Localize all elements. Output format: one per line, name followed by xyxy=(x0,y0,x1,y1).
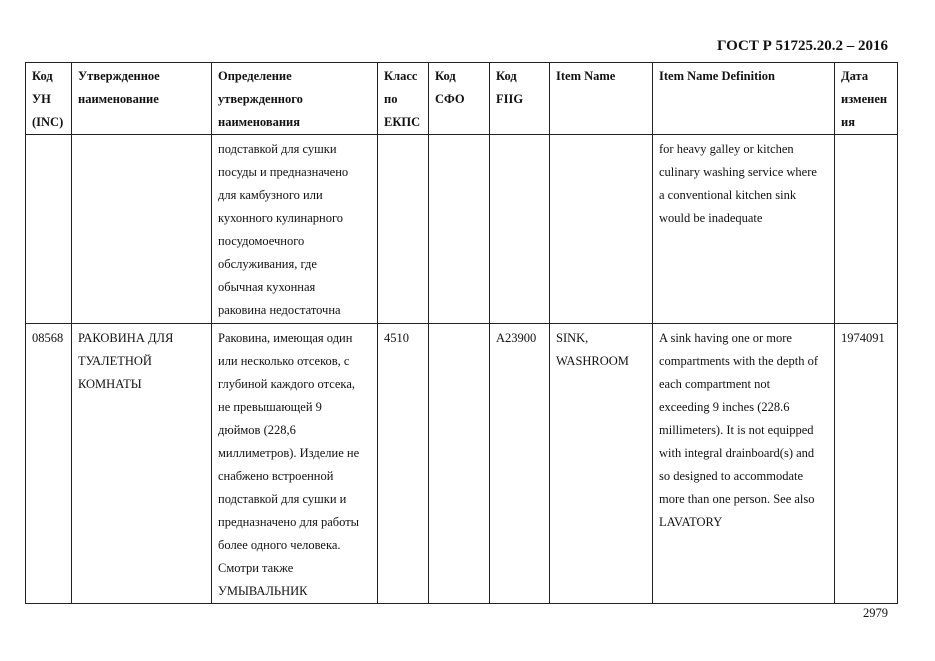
cell-text-line: more than one person. See also xyxy=(659,492,815,506)
cell-inc xyxy=(26,135,72,324)
col-inc-header xyxy=(26,63,72,135)
cell-text-line: culinary washing service where xyxy=(659,165,817,179)
cell-text-line: посудомоечного xyxy=(218,234,305,248)
cell-item-name xyxy=(550,135,653,324)
cell-text-line: a conventional kitchen sink xyxy=(659,188,797,202)
header-line: наименование xyxy=(78,92,159,106)
catalog-table xyxy=(25,62,898,604)
cell-ekps-class xyxy=(378,324,429,604)
cell-ekps-class xyxy=(378,135,429,324)
cell-text-line: КОМНАТЫ xyxy=(78,377,142,391)
cell-change-date xyxy=(835,135,898,324)
header-line: утвержденного xyxy=(218,92,303,106)
header-line: ия xyxy=(841,115,855,129)
col-item-definition-header xyxy=(653,63,835,135)
table-header-row xyxy=(26,63,898,135)
header-line: Класс xyxy=(384,69,418,83)
cell-fiig-code xyxy=(490,135,550,324)
cell-fiig-code xyxy=(490,324,550,604)
cell-item-name-definition xyxy=(653,135,835,324)
cell-text-line: не превышающей 9 xyxy=(218,400,322,414)
cell-text-line: SINK, xyxy=(556,331,589,345)
cell-text-line: обслуживания, где xyxy=(218,257,317,271)
cell-text-line: 08568 xyxy=(32,331,64,345)
col-sfo-header xyxy=(429,63,490,135)
cell-text-line: with integral drainboard(s) and xyxy=(659,446,815,460)
col-fiig-header xyxy=(490,63,550,135)
cell-text-line: for heavy galley or kitchen xyxy=(659,142,794,156)
col-definition-header xyxy=(212,63,378,135)
table-body xyxy=(26,135,898,604)
cell-text-line: exceeding 9 inches (228.6 xyxy=(659,400,790,414)
header-line: УН xyxy=(32,92,51,106)
header-line: Item Name xyxy=(556,69,616,83)
header-line: Код xyxy=(496,69,517,83)
cell-text-line: 4510 xyxy=(384,331,409,345)
header-line: (INC) xyxy=(32,115,64,129)
header-line: ЕКПС xyxy=(384,115,421,129)
cell-text-line: миллиметров). Изделие не xyxy=(218,446,360,460)
cell-text-line: подставкой для сушки и xyxy=(218,492,347,506)
header-line: Item Name Definition xyxy=(659,69,775,83)
cell-text-line: посуды и предназначено xyxy=(218,165,349,179)
cell-text-line: более одного человека. xyxy=(218,538,341,552)
cell-text-line: РАКОВИНА ДЛЯ xyxy=(78,331,174,345)
cell-text-line: A sink having one or more xyxy=(659,331,792,345)
col-item-name-header xyxy=(550,63,653,135)
header-line: Код xyxy=(32,69,53,83)
cell-item-name xyxy=(550,324,653,604)
cell-text-line: 1974091 xyxy=(841,331,885,345)
cell-text-line: LAVATORY xyxy=(659,515,723,529)
header-line: наименования xyxy=(218,115,301,129)
header-line: СФО xyxy=(435,92,465,106)
cell-text-line: Смотри также xyxy=(218,561,294,575)
cell-text-line: дюймов (228,6 xyxy=(218,423,296,437)
cell-definition-ru xyxy=(212,135,378,324)
cell-approved-name xyxy=(72,324,212,604)
cell-text-line: A23900 xyxy=(496,331,537,345)
cell-sfo-code xyxy=(429,135,490,324)
cell-inc xyxy=(26,324,72,604)
cell-text-line: so designed to accommodate xyxy=(659,469,804,483)
cell-sfo-code xyxy=(429,324,490,604)
col-ekps-header xyxy=(378,63,429,135)
header-line: Код xyxy=(435,69,456,83)
cell-text-line: WASHROOM xyxy=(556,354,629,368)
cell-text-line: кухонного кулинарного xyxy=(218,211,344,225)
cell-text-line: each compartment not xyxy=(659,377,771,391)
cell-text-line: millimeters). It is not equipped xyxy=(659,423,814,437)
cell-change-date xyxy=(835,324,898,604)
header-line: Дата xyxy=(841,69,869,83)
header-line: Определение xyxy=(218,69,292,83)
cell-text-line: снабжено встроенной xyxy=(218,469,334,483)
cell-text-line: Раковина, имеющая один xyxy=(218,331,353,345)
cell-text-line: обычная кухонная xyxy=(218,280,316,294)
cell-text-line: глубиной каждого отсека, xyxy=(218,377,355,391)
page-number: 2979 xyxy=(863,606,888,620)
cell-text-line: или несколько отсеков, с xyxy=(218,354,350,368)
header-line: по xyxy=(384,92,398,106)
document-standard-code: ГОСТ Р 51725.20.2 – 2016 xyxy=(716,38,888,54)
col-change-date-header xyxy=(835,63,898,135)
cell-approved-name xyxy=(72,135,212,324)
cell-text-line: подставкой для сушки xyxy=(218,142,337,156)
table-row xyxy=(26,135,898,324)
table-row xyxy=(26,324,898,604)
cell-text-line: compartments with the depth of xyxy=(659,354,818,368)
header-line: изменен xyxy=(841,92,888,106)
cell-text-line: would be inadequate xyxy=(659,211,763,225)
cell-text-line: ТУАЛЕТНОЙ xyxy=(78,354,152,368)
cell-text-line: УМЫВАЛЬНИК xyxy=(218,584,308,598)
cell-item-name-definition xyxy=(653,324,835,604)
header-line: FIIG xyxy=(496,92,524,106)
cell-definition-ru xyxy=(212,324,378,604)
cell-text-line: предназначено для работы xyxy=(218,515,360,529)
cell-text-line: для камбузного или xyxy=(218,188,323,202)
header-line: Утвержденное xyxy=(78,69,160,83)
cell-text-line: раковина недостаточна xyxy=(218,303,341,317)
col-approved-name-header xyxy=(72,63,212,135)
